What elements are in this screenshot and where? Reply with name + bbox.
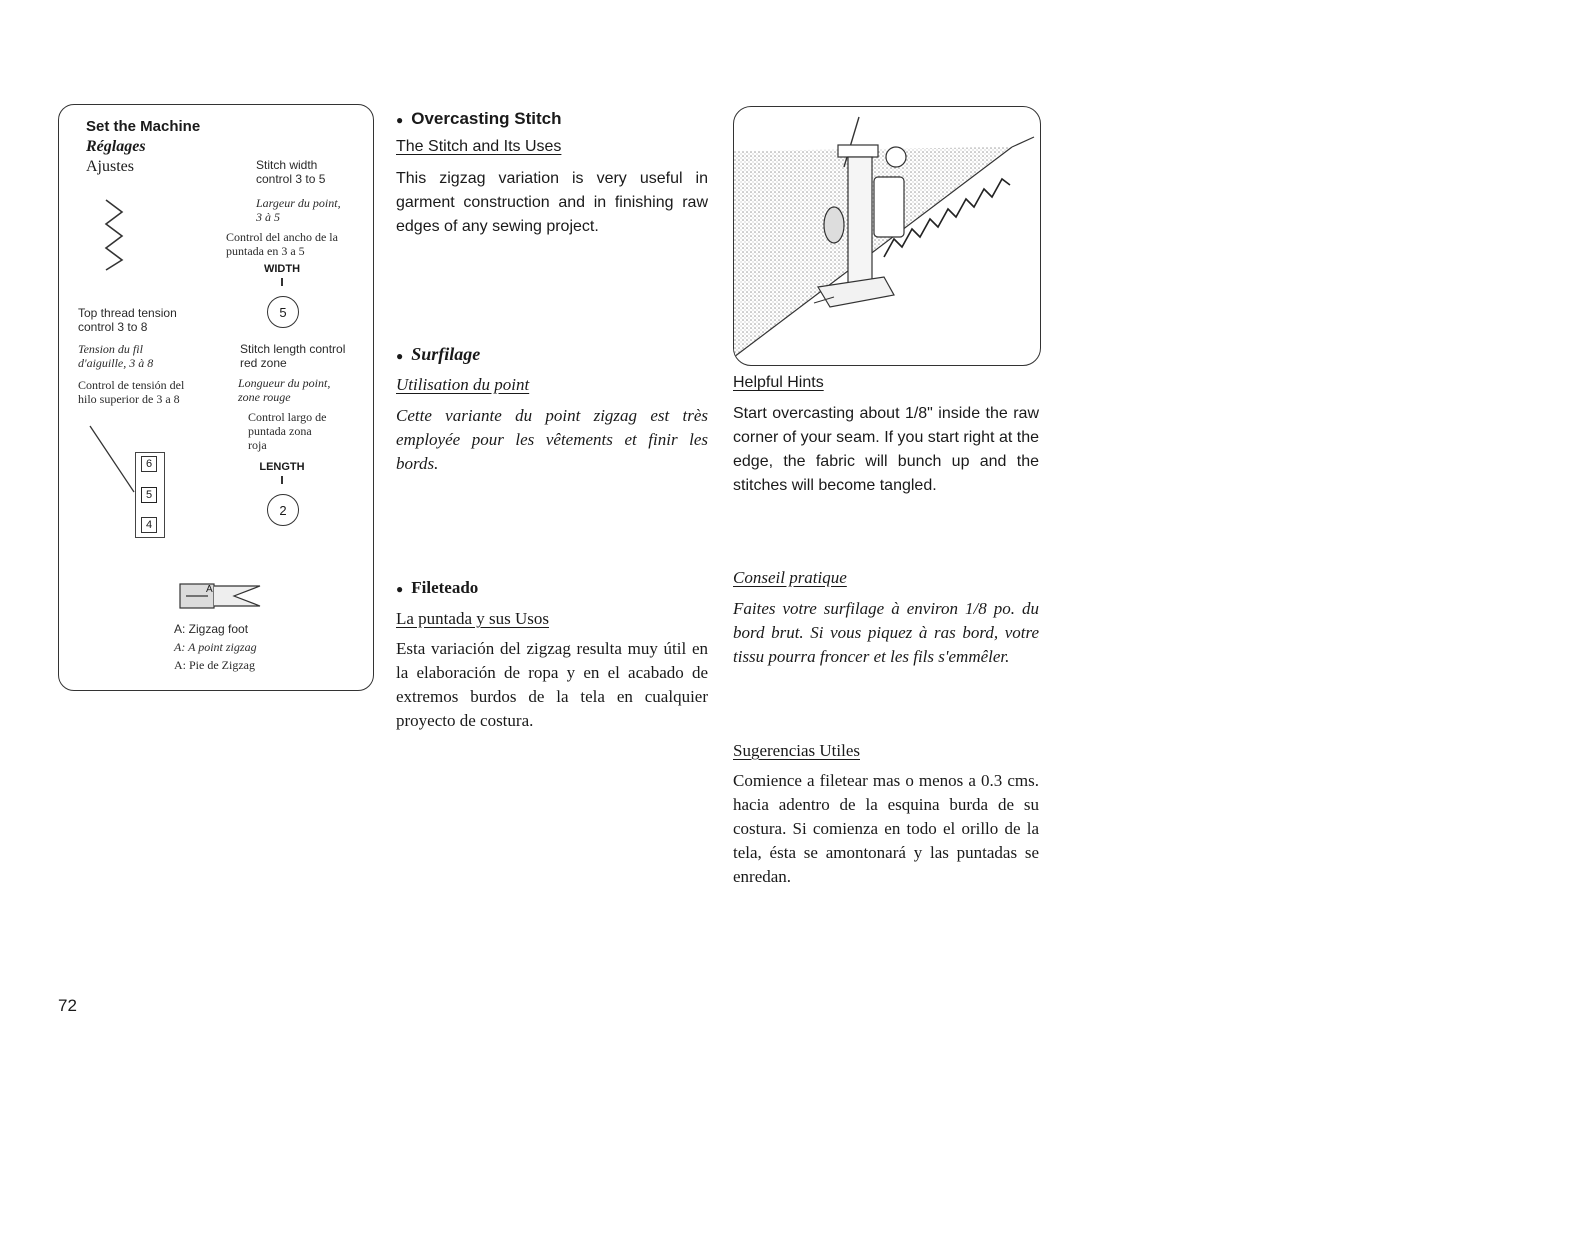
foot-letter: A [206, 584, 213, 595]
hints-body-fr: Faites votre surfilage à environ 1/8 po. du bord brut. Si vous piquez à ras bord, votre tissu pourra froncer et les fils s'emmêler. [733, 599, 1039, 666]
length-control-label: LENGTH [259, 461, 305, 473]
length-pointer [281, 476, 283, 484]
tension-label-en: Top thread tension control 3 to 8 [78, 306, 177, 334]
hints-heading-es: Sugerencias Utiles [733, 741, 860, 760]
length-label-fr: Longueur du point, zone rouge [238, 376, 331, 404]
hints-body-en: Start overcasting about 1/8" inside the raw corner of your seam. If you start right at the edge, the fabric will bunch up and the stitches will become tangled. [733, 405, 1039, 494]
body-en: This zigzag variation is very useful in garment construction and in finishing raw edges of any sewing project. [396, 170, 708, 235]
foot-label-es: A: Pie de Zigzag [174, 658, 255, 672]
subheading-fr: Utilisation du point [396, 375, 530, 394]
heading-overcasting: ● Overcasting Stitch [396, 109, 562, 128]
width-pointer [281, 278, 283, 286]
tension-dial [135, 452, 165, 538]
zigzag-stitch-icon [100, 198, 128, 272]
length-label-es: Control largo de puntada zona roja [248, 410, 327, 452]
bullet-icon: ● [396, 349, 404, 363]
tension-label-es: Control de tensión del hilo superior de 3 a 8 [78, 378, 185, 406]
tension-value-4: 4 [141, 517, 157, 533]
width-label-en: Stitch width control 3 to 5 [256, 158, 326, 186]
page-number: 72 [58, 996, 77, 1015]
heading-fileteado: ● Fileteado [396, 578, 479, 597]
width-dial: 5 [267, 296, 299, 328]
length-label-en: Stitch length control red zone [240, 342, 346, 370]
foot-label-en: A: Zigzag foot [174, 622, 249, 636]
width-control-label: WIDTH [263, 263, 301, 275]
length-dial: 2 [267, 494, 299, 526]
bullet-icon: ● [396, 582, 404, 596]
hints-heading-fr: Conseil pratique [733, 568, 847, 587]
settings-title-en: Set the Machine [86, 118, 201, 135]
overcasting-illustration [733, 106, 1041, 366]
tension-value-6: 6 [141, 456, 157, 472]
heading-surfilage: ● Surfilage [396, 344, 481, 364]
body-fr: Cette variante du point zigzag est très employée pour les vêtements et finir les bords. [396, 406, 708, 473]
foot-label-fr: A: A point zigzag [174, 640, 257, 654]
tension-label-fr: Tension du fil d'aiguille, 3 à 8 [78, 342, 154, 370]
hints-heading-en: Helpful Hints [733, 374, 824, 391]
settings-title-es: Ajustes [86, 158, 134, 175]
settings-title-fr: Réglages [86, 138, 146, 155]
subheading-es: La puntada y sus Usos [396, 609, 549, 628]
hints-body-es: Comience a filetear mas o menos a 0.3 cms. hacia adentro de la esquina burda de su costura. Si comienza en todo el orillo de la tela, ésta se amontonará y las puntadas se enredan. [733, 771, 1039, 886]
subheading-en: The Stitch and Its Uses [396, 138, 562, 155]
body-es: Esta variación del zigzag resulta muy útil en la elaboración de ropa y en el acabado de extremos burdos de la tela en cualquier proyecto de costura. [396, 639, 708, 730]
zigzag-foot-icon [176, 578, 266, 614]
width-label-fr: Largeur du point, 3 à 5 [256, 196, 341, 224]
tension-value-5: 5 [141, 487, 157, 503]
bullet-icon: ● [396, 113, 404, 127]
presser-foot-illustration [734, 107, 1040, 365]
width-label-es: Control del ancho de la puntada en 3 a 5 [226, 230, 338, 258]
